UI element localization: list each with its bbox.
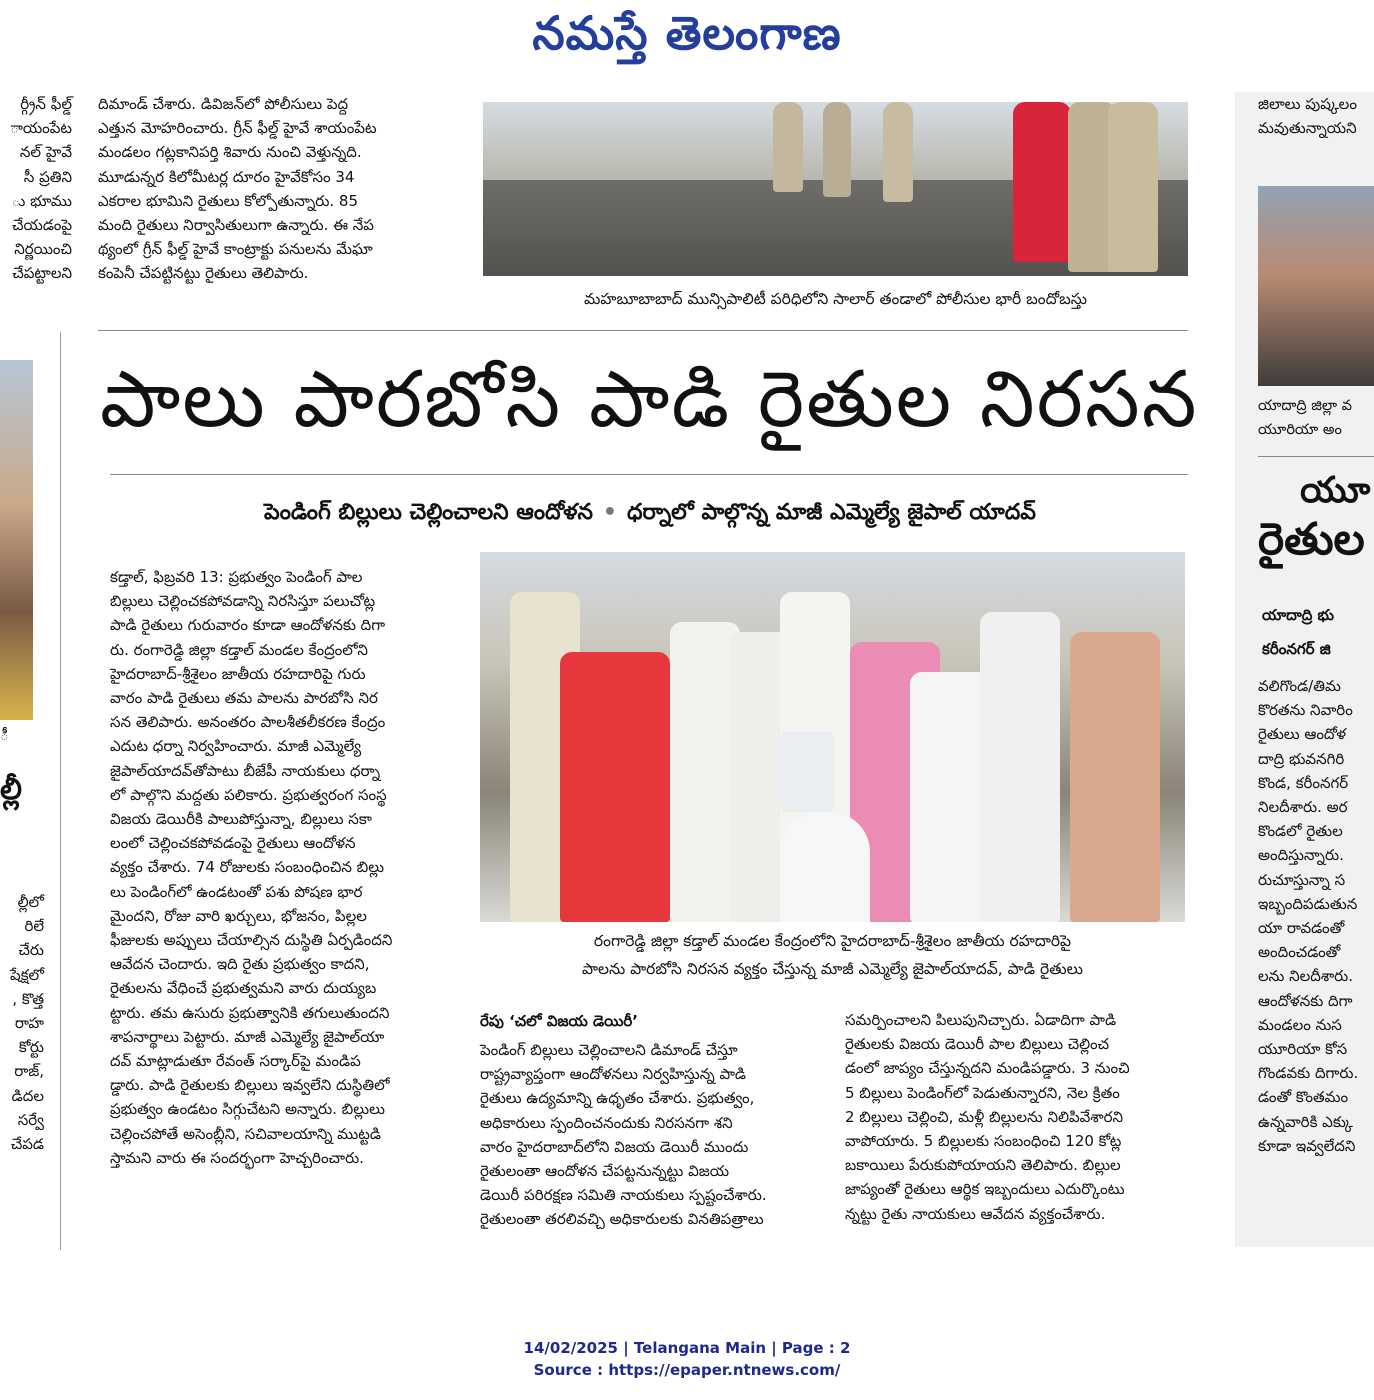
main-story-col1: కడ్తాల్, ఫిబ్రవరి 13: ప్రభుత్వం పెండింగ్ పాల బిల్లులు చెల్లించకపోవడాన్ని నిరసిస్తూ పలుచోట్ల పాడి రైతులు గురువారం కూడా ఆందోళనకు దిగా రు. రంగారెడ్డి జిల్లా కడ్తాల్ మండల కేంద్రంలోని హైదరాబాద్-శ్రీశైలం జాతీయ రహదారిపై గురు వారం పాడి రైతులు తమ పాలను పారబోసి నిర సన తెలిపారు. అనంతరం పాలశీతలీకరణ కేంద్రం ఎదుట ధర్నా నిర్వహించారు. మాజీ ఎమ్మెల్యే జైపాల్‌యాదవ్‌తోపాటు బీజేపీ నాయకులు ధర్నా లో పాల్గొని మద్దతు పలికారు. ప్రభుత్వరంగ సంస్థ విజయ డెయిరీకి పాలుపోస్తున్నా, బిల్లులు సకా లంలో చెల్లించకపోవడంపై రైతులు ఆందోళన వ్యక్తం చేశారు. 74 రోజులకు సంబంధించిన బిల్లు లు పెండింగ్‌లో ఉండటంతో పశు పోషణ భార మైందని, రోజు వారి ఖర్చులు, భోజనం, పిల్లల ఫీజులకు అప్పులు చేయాల్సిన దుస్థితి ఏర్పడిందని ఆవేదన చెందారు. ఇది రైతు ప్రభుత్వం కాదని, రైతులను వేధించే ప్రభుత్వమని వారు దుయ్యబ ట్టారు. తమ ఉసురు ప్రభుత్వానికి తగులుతుందని శాపనార్థాలు పెట్టారు. మాజీ ఎమ్మెల్యే జైపాల్‌యా దవ్ మాట్లాడుతూ రేవంత్ సర్కార్‌పై మండిప డ్డారు. పాడి రైతులకు బిల్లులు ఇవ్వలేని దుస్థితిలో ప్రభుత్వం ఉండటం సిగ్గుచేటని అన్నారు. బిల్లులు చెల్లించపోతే అసెంబ్లీని, సచివాలయాన్ని ముట్టడి స్తామని వారు ఈ సందర్భంగా హెచ్చరించారు. [110,568,393,1167]
sidebar-divider [1258,456,1374,457]
masthead-title: నమస్తే తెలంగాణ [532,6,842,60]
main-photo-caption-line1: రంగారెడ్డి జిల్లా కడ్తాల్ మండల కేంద్రంలోని హైదరాబాద్-శ్రీశైలం జాతీయ రహదారిపై [593,932,1072,950]
section-title: రేపు ‘చలో విజయ డెయిరీ’ [480,1012,638,1030]
main-subhead [110,500,1190,530]
right-sidebar-headline-line1: యూ [1300,470,1371,511]
section-divider [98,330,1188,331]
main-headline: పాలు పారబోసి పాడి రైతుల నిరసన [100,355,1199,445]
right-sidebar-body: వలిగొండ/తిమ కొరతను నివారిం రైతులు ఆందోళ దాద్రి భువనగిరి కొండ, కరీంనగర్ నిలదీశారు. అర కొండలో రైతుల అందిస్తున్నారు. రుచూస్తున్నా స ఇబ్బందిపడుతున యా రావడంతో అందించడంతో లను నిలదీశారు. ఆందోళనకు దిగా మండలం నుస యూరియా కోస గొండవకు దిగారు. డంతో కొంతమం ఉన్నవారికి ఎక్కు కూడా ఇవ్వలేదని [1258,677,1359,1155]
far-left-fragment-mid: ీ [0,726,9,744]
far-left-fragment-top: ర్గ్రీన్ ఫీల్డ్ ాయంపేట నల్ హైవే సీ ప్రతిని ు భూము చేయడంపై నిర్ణయించి చేపట్టాలని [10,95,72,283]
far-left-photo [0,360,33,720]
right-sidebar-headline-line2: రైతుల [1258,514,1365,565]
top-story-text: దిమాండ్ చేశారు. డివిజన్‌లో పోలీసులు పెద్ద ఎత్తున మోహరించారు. గ్రీన్ ఫీల్డ్ హైవే శాయంపేట మండలం గట్లకానిపర్తి శివారు నుంచి వెళ్తున్నది. మూడున్నర కిలోమీటర్ల దూరం హైవేకోసం 34 ఎకరాల భూమిని రైతులు కోల్పోతున్నారు. 85 మంది రైతులు నిర్వాసితులుగా ఉన్నారు. ఈ నేప థ్యంలో గ్రీన్ ఫీల్డ్ హైవే కాంట్రాక్టు పనులను మేఘా కంపెనీ చేపట్టినట్టు రైతులు తెలిపారు. [98,95,377,283]
subhead-right: ధర్నాలో పాల్గొన్న మాజీ ఎమ్మెల్యే జైపాల్ యాదవ్ [626,500,1036,525]
main-story-photo [480,552,1185,922]
far-left-fragment-bottom: ల్లీలో రిలే చేరు షేక్షలో , కొత్త రాహ కోర్టు రాజ్, డిదల సర్వే చేపడ [10,893,44,1154]
main-story-col3: సమర్పించాలని పిలుపునిచ్చారు. ఏడాదిగా పాడి రైతులకు విజయ డెయిరీ పాల బిల్లులు చెల్లించ డంలో జాప్యం చేస్తున్నదని మండిపడ్డారు. 3 నుంచి 5 బిల్లులు పెండింగ్‌లో పెడుతున్నారని, నెల క్రితం 2 బిల్లులు చెల్లించి, మళ్లీ బిల్లులను నిలిపివేశారని వాపోయారు. 5 బిల్లులకు సంబంధించి 120 కోట్ల బకాయిలు పేరుకుపోయాయని తెలిపారు. బిల్లుల జాప్యంతో రైతులు ఆర్థిక ఇబ్బందులు ఎదుర్కొంటు న్నట్టు రైతు నాయకులు ఆవేదన వ్యక్తంచేశారు. [845,1011,1130,1223]
right-sidebar-photo [1258,186,1374,386]
right-sidebar-photo-caption: యాదాద్రి జిల్లా వ యూరియా అం [1258,398,1352,439]
right-sidebar-subhead: యాదాద్రి భు కరీంనగర్ జి [1262,606,1334,658]
main-story-col2: పెండింగ్ బిల్లులు చెల్లించాలని డిమాండ్ చేస్తూ రాష్ట్రవ్యాప్తంగా ఆందోళనలు నిర్వహిస్తున్న పాడి రైతులు ఉద్యమాన్ని ఉధృతం చేశారు. ప్రభుత్వం, అధికారులు స్పందించనందుకు నిరసనగా శని వారం హైదరాబాద్‌లోని విజయ డెయిరీ ముందు రైతులంతా ఆందోళన చేపట్టనున్నట్టు విజయ డెయిరీ పరిరక్షణ సమితి నాయకులు స్పష్టంచేశారు. రైతులంతా తరలివచ్చి అధికారులకు వినతిపత్రాలు [480,1041,767,1229]
footer-source: Source : https://epaper.ntnews.com/ [533,1361,841,1379]
subhead-left: పెండింగ్ బిల్లులు చెల్లించాలని ఆందోళన [264,500,593,525]
top-story-photo [483,102,1188,276]
far-left-fragment-big: ల్లీ [0,772,22,807]
top-story-photo-caption: మహబూబాబాద్ మున్సిపాలిటీ పరిధిలోని సాలార్ తండాలో పోలీసుల భారీ బందోబస్తు [584,290,1087,308]
main-photo-caption-line2: పాలను పారబోసి నిరసన వ్యక్తం చేస్తున్న మాజీ ఎమ్మెల్యే జైపాల్‌యాదవ్, పాడి రైతులు [582,960,1083,978]
footer-date-page: 14/02/2025 | Telangana Main | Page : 2 [523,1339,851,1357]
divider [60,332,61,1250]
headline-divider [110,474,1188,475]
subhead-separator: • [602,500,617,525]
right-sidebar-top-text: జిలాలు పుష్కలం మవుతున్నాయని [1258,95,1357,138]
